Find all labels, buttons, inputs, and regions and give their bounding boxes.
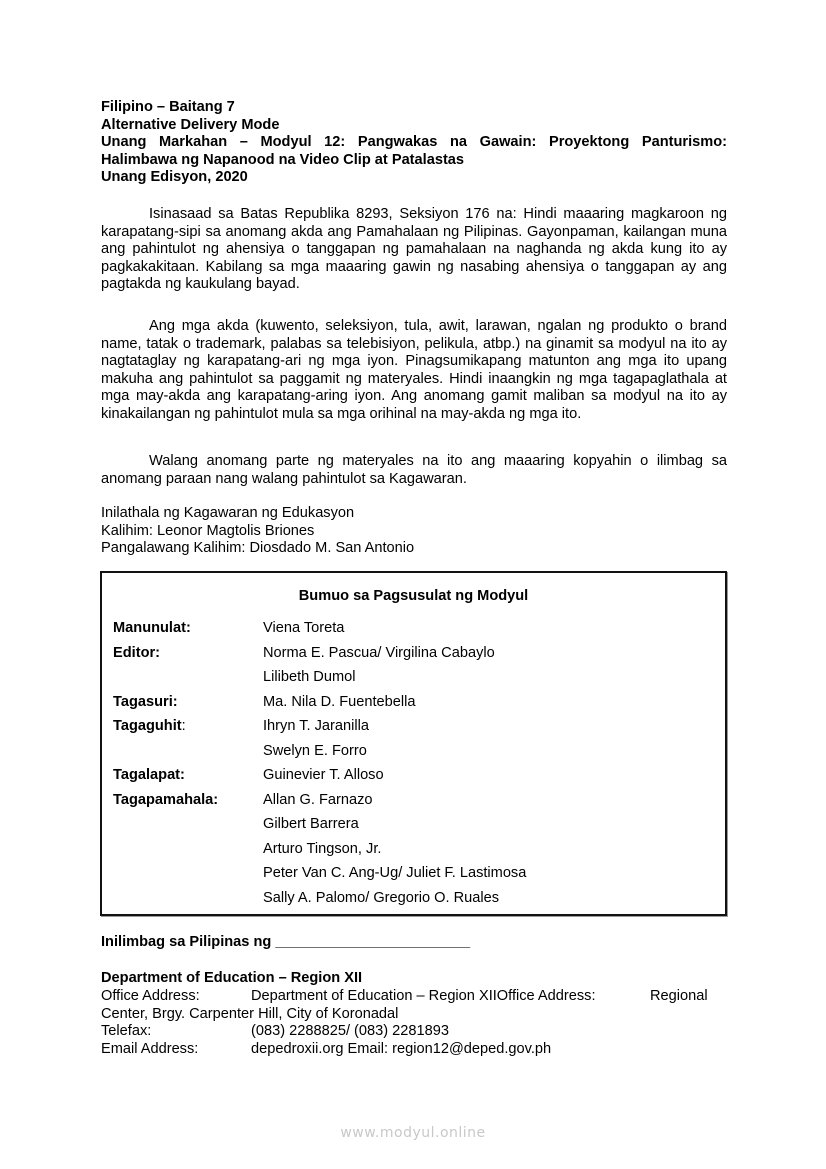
credit-name: Peter Van C. Ang-Ug/ Juliet F. Lastimosa [263,865,527,882]
module-title-line2: Halimbawa ng Napanood na Video Clip at Patalastas [101,151,465,168]
office-address-continuation: Center, Brgy. Carpenter Hill, City of Koronadal [101,1005,399,1022]
watermark: www.modyul.online [340,1125,486,1141]
credits-box [100,571,727,916]
credit-row [113,788,526,813]
credit-role: Editor: [113,644,161,661]
credit-name: Viena Toreta [263,620,345,637]
office-address-row [101,988,727,1006]
credit-row [113,616,526,641]
credit-role-text: Tagaguhit [113,718,182,735]
credits-list [113,616,526,910]
telefax-value: (083) 2288825/ (083) 2281893 [251,1023,449,1040]
credit-row [113,690,526,715]
credit-row [113,641,526,666]
telefax-row [101,1023,727,1041]
credit-row [113,665,526,690]
copyright-paragraph-1: Isinasaad sa Batas Republika 8293, Seksiyon 176 na: Hindi maaaring magkaroon ng karapatang-sipi sa anomang akda ang Pamahalaan ng Pilipinas. Gayonpaman, kailangan muna ang pahintulot ng ahensiya o tanggapan ng pamahalaan na naghanda ng akda kung ito ay pagkakakitaan. Kabilang sa mga maaaring gawin ng nasabing ahensiya o tanggapan ay ang pagtakda ng kaukulang bayad. [101,206,727,293]
credit-row [113,763,526,788]
credit-name: Lilibeth Dumol [263,669,356,686]
office-address-tail: Regional [650,988,708,1004]
credit-row [113,812,526,837]
credit-row [113,886,526,911]
credit-name: Guinevier T. Alloso [263,767,384,784]
credit-role: Tagapamahala: [113,791,219,808]
credit-name: Sally A. Palomo/ Gregorio O. Ruales [263,889,500,906]
credits-title: Bumuo sa Pagsusulat ng Modyul [298,588,529,604]
delivery-mode: Alternative Delivery Mode [101,116,280,133]
credit-name: Swelyn E. Forro [263,742,367,759]
credit-name: Ihryn T. Jaranilla [263,718,369,735]
credit-role: Manunulat: [113,620,191,637]
copyright-paragraph-2: Ang mga akda (kuwento, seleksiyon, tula, awit, larawan, ngalan ng produkto o brand name, tatak o trademark, palabas sa telebisiyon, pelikula, atbp.) na ginamit sa modyul na ito ay nagtataglay ng karapatang-ari ng mga iyon. Pinagsumikapang matunton ang mga ito upang makuha ang pahintulot sa paggamit ng materyales. Hindi inaangkin ng mga tagapaglathala at mga may-akda ang karapatang-aring iyon. Ang anomang gamit maliban sa modyul na ito ay kinakailangan ng pahintulot mula sa mga orihinal na may-akda ng mga ito. [101,318,727,422]
credit-role: Tagasuri: [113,693,178,710]
credit-name: Arturo Tingson, Jr. [263,840,382,857]
email-row [101,1041,727,1059]
copyright-paragraph-3: Walang anomang parte ng materyales na ito ang maaaring kopyahin o ilimbag sa anomang paraan nang walang pahintulot sa Kagawaran. [101,453,727,487]
credit-role: Tagalapat: [113,767,185,784]
subject-title: Filipino – Baitang 7 [101,99,235,115]
contact-info [101,988,727,1058]
email-label: Email Address: [101,1040,199,1057]
printed-in: Inilimbag sa Pilipinas ng ________________________ [101,934,471,950]
module-title-line1: Unang Markahan – Modyul 12: Pangwakas na Gawain: Proyektong Panturismo: [101,134,727,151]
edition: Unang Edisyon, 2020 [101,169,248,186]
credit-row [113,714,526,739]
telefax-label: Telefax: [101,1023,152,1040]
credit-name: Allan G. Farnazo [263,791,373,808]
credit-role-colon: : [181,718,186,735]
credit-name: Gilbert Barrera [263,816,359,833]
region-title: Department of Education – Region XII [101,970,363,986]
office-address-label: Office Address: [101,988,200,1004]
credit-name: Norma E. Pascua/ Virgilina Cabaylo [263,644,495,661]
credit-name: Ma. Nila D. Fuentebella [263,693,416,710]
credit-row [113,739,526,764]
document-page [101,99,727,557]
credit-role [113,718,263,734]
credit-row [113,861,526,886]
undersecretary: Pangalawang Kalihim: Diosdado M. San Antonio [101,540,415,557]
office-address-value: Department of Education – Region XIIOffice Address: [251,988,596,1004]
email-value: depedroxii.org Email: region12@deped.gov.ph [251,1040,552,1057]
credit-row [113,837,526,862]
document-header [101,99,727,187]
published-by: Inilathala ng Kagawaran ng Edukasyon [101,505,355,521]
publisher-info [101,505,414,558]
secretary: Kalihim: Leonor Magtolis Briones [101,522,315,539]
